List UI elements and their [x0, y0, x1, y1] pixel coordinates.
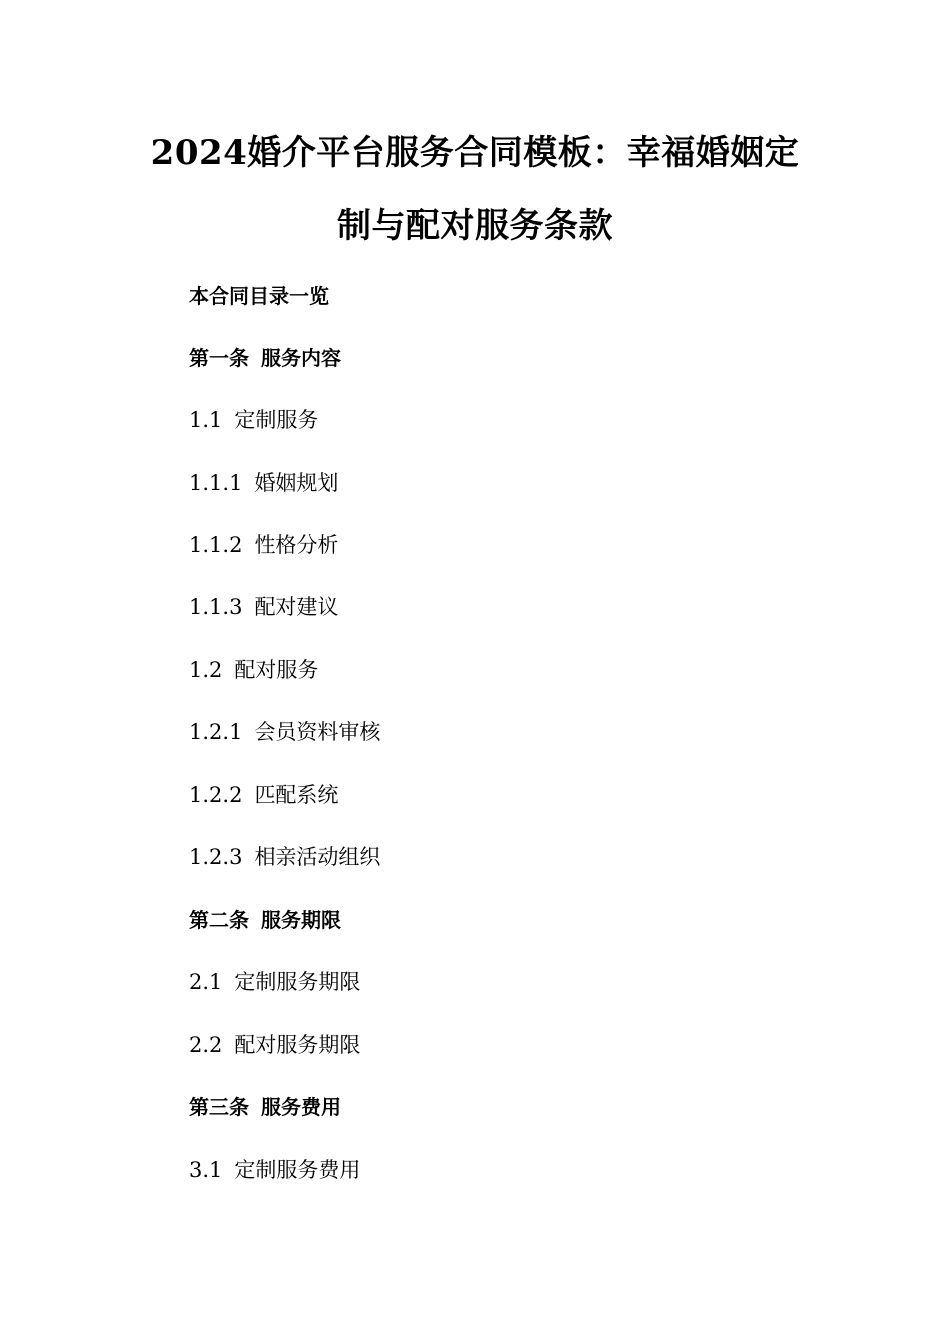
toc-item-number: 2.2	[189, 1033, 223, 1057]
toc-item	[189, 594, 338, 620]
toc-item-title: 性格分析	[254, 533, 339, 557]
toc-item	[189, 657, 318, 683]
toc-article	[189, 1094, 341, 1120]
toc-item	[189, 782, 338, 808]
toc-item	[189, 969, 360, 995]
toc-item-title: 定制服务费用	[234, 1158, 361, 1182]
toc-item-title: 会员资料审核	[254, 720, 381, 744]
document-title-line-1: 2024婚介平台服务合同模板：幸福婚姻定	[150, 133, 800, 173]
toc-article-number: 第二条	[189, 908, 249, 932]
toc-item	[189, 719, 380, 745]
toc-item-number: 1.2.1	[189, 720, 243, 744]
toc-heading: 本合同目录一览	[189, 284, 329, 308]
toc-item-title: 配对建议	[254, 595, 339, 619]
toc-article-number: 第一条	[189, 346, 249, 370]
toc-item-title: 配对服务期限	[234, 1033, 361, 1057]
toc-item-number: 2.1	[189, 970, 223, 994]
toc-article-title: 服务期限	[261, 908, 341, 932]
toc-item	[189, 470, 338, 496]
toc-article	[189, 345, 341, 371]
toc-article	[189, 907, 341, 933]
toc-item-number: 1.2.2	[189, 783, 243, 807]
toc-item-number: 1.1.2	[189, 533, 243, 557]
toc-item-number: 1.1	[189, 408, 223, 432]
toc-item	[189, 844, 380, 870]
toc-item-title: 定制服务	[234, 408, 319, 432]
toc-item-title: 配对服务	[234, 658, 319, 682]
toc-item-number: 1.2.3	[189, 845, 243, 869]
toc-item-title: 定制服务期限	[234, 970, 361, 994]
toc-article-title: 服务内容	[261, 346, 341, 370]
toc-item	[189, 1032, 360, 1058]
toc-item-number: 1.2	[189, 658, 223, 682]
toc-item-title: 相亲活动组织	[254, 845, 381, 869]
toc-item	[189, 407, 318, 433]
toc-item-title: 匹配系统	[254, 783, 339, 807]
toc-item	[189, 532, 338, 558]
toc-item-number: 1.1.3	[189, 595, 243, 619]
toc-item-title: 婚姻规划	[254, 471, 339, 495]
toc-item	[189, 1157, 360, 1183]
toc-article-title: 服务费用	[261, 1095, 341, 1119]
document-title-line-2: 制与配对服务条款	[337, 206, 613, 246]
toc-item-number: 1.1.1	[189, 471, 243, 495]
toc-item-number: 3.1	[189, 1158, 223, 1182]
toc-article-number: 第三条	[189, 1095, 249, 1119]
